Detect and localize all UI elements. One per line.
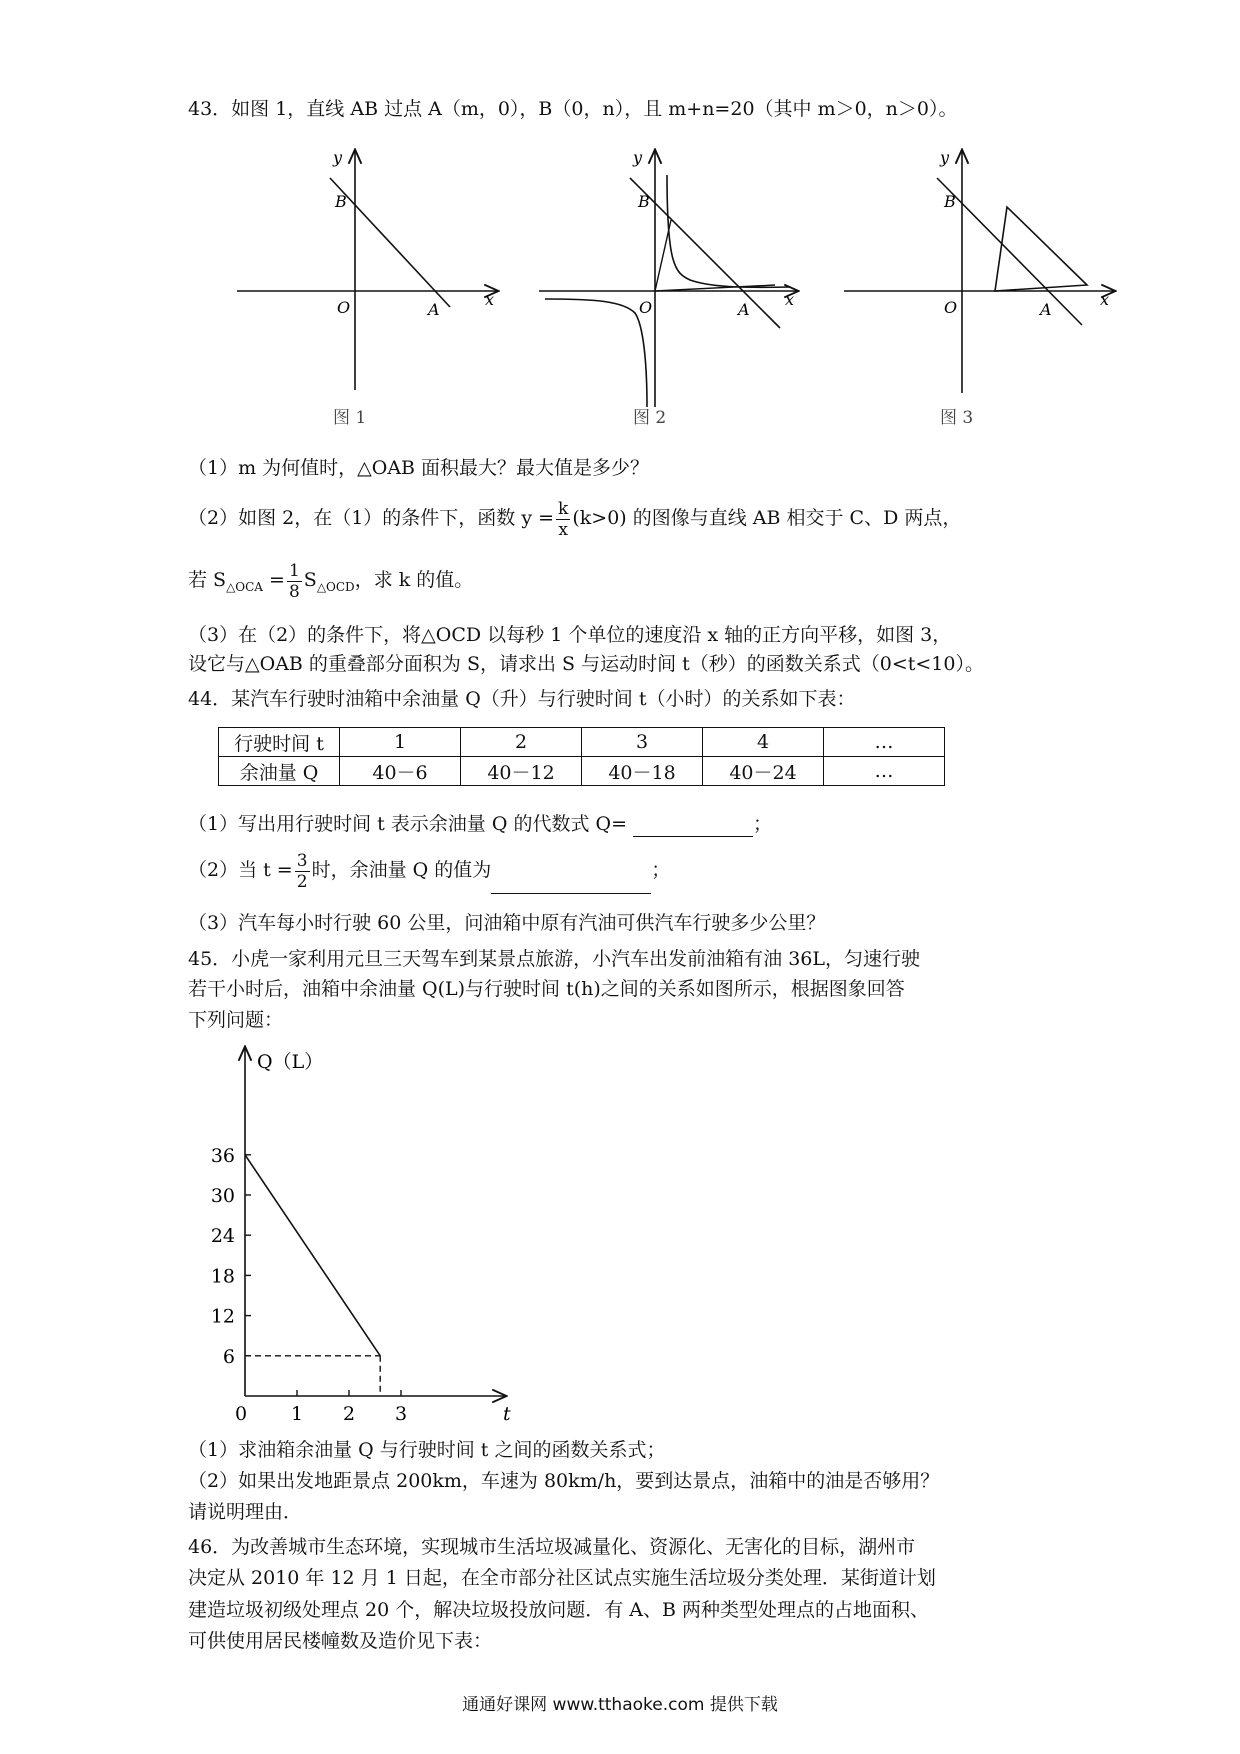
frac-den: 8 [288, 581, 300, 602]
cond-post: ，求 k 的值。 [354, 569, 474, 591]
q44-part3: （3）汽车每小时行驶 60 公里，问油箱中原有汽油可供汽车行驶多少公里？ [188, 912, 826, 934]
q46-line-4: 可供使用居民楼幢数及造价见下表： [188, 1630, 493, 1652]
cond-sub-ocd: △OCD [316, 579, 355, 594]
t-cell: 1 [340, 728, 461, 757]
q-cell: 40－6 [340, 757, 461, 786]
line-ab [630, 178, 780, 328]
q43-part1: （1）m 为何值时，△OAB 面积最大？最大值是多少？ [188, 457, 650, 479]
q46-line-3: 建造垃圾初级处理点 20 个，解决垃圾投放问题．有 A、B 两种类型处理点的占地面积、 [188, 1599, 930, 1621]
frac-num: k [558, 498, 569, 519]
label-x: x [785, 290, 795, 309]
q44-part1 [188, 811, 772, 837]
footer-credit: 通通好课网 www.tthaoke.com 提供下载 [462, 1695, 778, 1715]
q45-part2: （2）如果出发地距景点 200km，车速为 80km/h，要到达景点，油箱中的油是否够用？ [188, 1470, 940, 1492]
label-y: y [940, 148, 950, 167]
table-row [219, 757, 945, 786]
t-cell: … [824, 728, 945, 757]
t-cell: 3 [582, 728, 703, 757]
q46-line-1: 46．为改善城市生态环境，实现城市生活垃圾减量化、资源化、无害化的目标，湖州市 [188, 1536, 916, 1558]
q-cell: 40－24 [703, 757, 824, 786]
cond-s: 若 S [188, 569, 227, 591]
y-tick-label: 24 [210, 1225, 235, 1248]
label-b: B [944, 192, 956, 211]
x-axis-label: t [503, 1403, 511, 1425]
figure-3 [842, 145, 1127, 430]
q45-part2-b: 请说明理由． [188, 1501, 303, 1523]
caption-fig1: 图 1 [333, 408, 367, 428]
q44-part2 [188, 846, 670, 894]
x-tick-label: 1 [290, 1403, 304, 1425]
figure-2 [535, 145, 815, 430]
line-ab [330, 178, 450, 307]
label-b: B [335, 192, 347, 211]
y-tick-label: 30 [210, 1185, 235, 1207]
hyperbola-branch-2 [545, 299, 647, 407]
segment-oc [655, 220, 671, 291]
oil-table [218, 727, 945, 786]
y-tick-label: 36 [210, 1144, 235, 1167]
triangle-ocd-moved [995, 207, 1087, 291]
cond-eq: = [269, 569, 285, 591]
q-cell: 40－12 [461, 757, 582, 786]
label-o: O [944, 298, 958, 317]
q45-stem-3: 下列问题： [188, 1009, 284, 1031]
label-x: x [1100, 290, 1110, 309]
q43-part3-b: 设它与△OAB 的重叠部分面积为 S，请求出 S 与运动时间 t（秒）的函数关系式（0<t<10）。 [188, 653, 984, 675]
q43-part2-condition [188, 556, 473, 611]
x-tick-label: 2 [342, 1403, 356, 1425]
cond-sub-ocа: △OCA [226, 579, 263, 594]
figure-1 [235, 145, 515, 430]
fraction-one-eighth [287, 561, 302, 602]
q44-part1-post: ； [753, 813, 773, 835]
q44-part2-mid: 时，余油量 Q 的值为 [311, 859, 492, 881]
q45-part1: （1）求油箱余油量 Q 与行驶时间 t 之间的函数关系式； [188, 1439, 666, 1461]
hyperbola-branch-1 [667, 175, 790, 287]
line-ab [937, 178, 1082, 325]
q43-stem: 43．如图 1，直线 AB 过点 A（m，0），B（0，n），且 m+n=20（其中 m＞0，n＞0）。 [188, 98, 958, 120]
q45-stem-2: 若干小时后，油箱中余油量 Q(L)与行驶时间 t(h)之间的关系如图所示，根据图象回答 [188, 978, 905, 1000]
label-y: y [333, 148, 343, 167]
q-cell: … [824, 757, 945, 786]
q45-stem-1: 45．小虎一家利用元旦三天驾车到某景点旅游，小汽车出发前油箱有油 36L，匀速行驶 [188, 948, 921, 970]
label-a: A [428, 300, 440, 319]
table-row [219, 728, 945, 757]
q43-part2-pre: （2）如图 2，在（1）的条件下，函数 y = [188, 507, 555, 529]
label-o: O [639, 298, 653, 317]
caption-fig3: 图 3 [940, 408, 974, 428]
t-cell: 4 [703, 728, 824, 757]
y-tick-label: 12 [210, 1305, 235, 1328]
fraction-k-over-x [556, 499, 570, 540]
label-x: x [485, 290, 495, 309]
series-line [245, 1155, 380, 1356]
label-a: A [738, 300, 750, 319]
q-cell: 40－18 [582, 757, 703, 786]
q43-part2-post: (k>0) 的图像与直线 AB 相交于 C、D 两点， [572, 507, 962, 529]
label-a: A [1040, 300, 1052, 319]
q46-line-2: 决定从 2010 年 12 月 1 日起，在全市部分社区试点实施生活垃圾分类处理．某街道计划 [188, 1567, 936, 1589]
y-tick-label: 6 [222, 1345, 235, 1368]
q44-part2-post: ； [651, 859, 671, 881]
x-tick-label: 0 [234, 1403, 248, 1425]
label-y: y [633, 148, 643, 167]
q43-part2 [188, 494, 961, 542]
label-b: B [638, 192, 650, 211]
cond-s2: S [303, 569, 317, 591]
frac-num: 3 [296, 850, 308, 871]
q44-part1-pre: （1）写出用行驶时间 t 表示余油量 Q 的代数式 Q= [188, 813, 627, 835]
row1-label: 行驶时间 t [219, 728, 340, 757]
caption-fig2: 图 2 [633, 408, 667, 428]
q43-part3-a: （3）在（2）的条件下，将△OCD 以每秒 1 个单位的速度沿 x 轴的正方向平移，如图 3， [188, 624, 952, 646]
x-tick-label: 3 [394, 1403, 408, 1425]
answer-blank [633, 814, 753, 837]
q44-stem: 44．某汽车行驶时油箱中余油量 Q（升）与行驶时间 t（小时）的关系如下表： [188, 688, 856, 710]
y-tick-label: 18 [210, 1265, 235, 1288]
y-axis-label: Q（L） [257, 1051, 324, 1073]
frac-num: 1 [288, 560, 300, 581]
frac-den: 2 [296, 871, 308, 892]
oil-chart [205, 1040, 535, 1430]
row2-label: 余油量 Q [219, 757, 340, 786]
answer-blank [491, 871, 651, 894]
q44-part2-pre: （2）当 t = [188, 859, 293, 881]
t-cell: 2 [461, 728, 582, 757]
frac-den: x [558, 519, 568, 540]
fraction-three-halves [295, 851, 310, 892]
label-o: O [337, 298, 351, 317]
